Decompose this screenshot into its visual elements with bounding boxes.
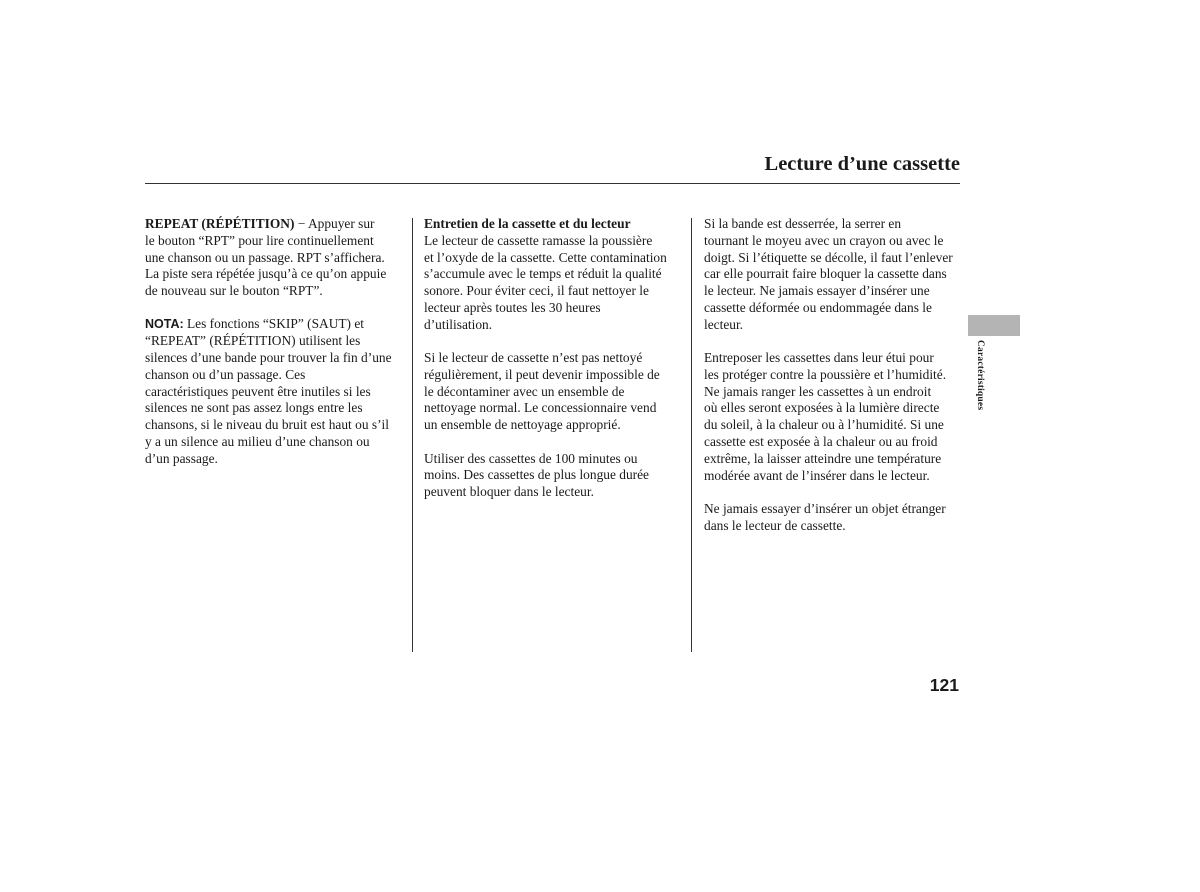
text-line: moins. Des cassettes de plus longue durée: [424, 467, 649, 483]
section-tab: [968, 315, 1020, 336]
text-line: chanson ou d’un passage. Ces: [145, 366, 306, 382]
text-line: Entreposer les cassettes dans leur étui pour: [704, 350, 934, 366]
text-line: une chanson ou un passage. RPT s’affichera.: [145, 249, 385, 265]
text-line: Utiliser des cassettes de 100 minutes ou: [424, 450, 638, 466]
text-line: où elles seront exposées à la lumière directe: [704, 400, 940, 416]
text-line: régulièrement, il peut devenir impossible de: [424, 366, 660, 382]
nota-first-line: [145, 316, 405, 333]
text-line: Appuyer sur: [307, 216, 375, 231]
text-line: un ensemble de nettoyage approprié.: [424, 417, 621, 433]
text-line: “REPEAT” (RÉPÉTITION) utilisent les: [145, 333, 361, 349]
text-line: Si la bande est desserrée, la serrer en: [704, 216, 902, 231]
text-line: Si le lecteur de cassette n’est pas nettoyé: [424, 350, 643, 366]
text-line: et l’oxyde de la cassette. Cette contamination: [424, 249, 667, 265]
repeat-paragraph: [145, 216, 405, 300]
page-title: Lecture d’une cassette: [764, 153, 960, 175]
header-rule: [145, 183, 960, 184]
text-line: le lecteur. Ne jamais essayer d’insérer une: [704, 283, 930, 299]
text-line: y a un silence au milieu d’une chanson ou: [145, 434, 370, 450]
text-line: La piste sera répétée jusqu’à ce qu’on appuie: [145, 266, 387, 282]
storage-paragraph: [704, 350, 966, 484]
nota-label: NOTA:: [145, 317, 184, 332]
foreign-object-paragraph: [704, 501, 966, 535]
column-3: [704, 216, 966, 551]
text-line: Ne jamais essayer d’insérer un objet étranger: [704, 500, 946, 516]
text-line: extrême, la laisser atteindre une température: [704, 450, 942, 466]
nota-paragraph: [145, 316, 405, 467]
text-line: du soleil, à la chaleur ou à l’humidité. Si une: [704, 417, 944, 433]
text-line: lecteur après toutes les 30 heures: [424, 299, 601, 315]
column-divider: [691, 218, 692, 652]
text-line: de nouveau sur le bouton “RPT”.: [145, 283, 323, 299]
text-line: lecteur.: [704, 316, 744, 332]
text-line: modérée avant de l’insérer dans le lecteur.: [704, 467, 930, 483]
text-line: les protéger contre la poussière et l’humidité.: [704, 366, 947, 382]
text-line: sonore. Pour éviter ceci, il faut nettoyer le: [424, 283, 649, 299]
section-tab-label: Caractéristiques: [975, 340, 985, 411]
text-line: dans le lecteur de cassette.: [704, 517, 846, 533]
column-1: [145, 216, 405, 484]
text-line: car elle pourrait faire bloquer la cassette dans: [704, 266, 947, 282]
text-line: tournant le moyeu avec un crayon ou avec le: [704, 232, 944, 248]
column-2: [424, 216, 686, 517]
text-line: silences d’une bande pour trouver la fin d’une: [145, 350, 392, 366]
cleaning-paragraph: [424, 350, 686, 434]
maintenance-heading: Entretien de la cassette et du lecteur: [424, 216, 631, 231]
text-line: Le lecteur de cassette ramasse la poussière: [424, 232, 653, 248]
repeat-heading: REPEAT (RÉPÉTITION): [145, 216, 295, 231]
page-number: 121: [929, 675, 959, 695]
text-line: d’utilisation.: [424, 316, 493, 332]
text-line: caractéristiques peuvent être inutiles si les: [145, 383, 371, 399]
repeat-dash: −: [294, 216, 308, 231]
text-line: le décontaminer avec un ensemble de: [424, 383, 625, 399]
cassette-length-paragraph: [424, 451, 686, 501]
text-line: peuvent bloquer dans le lecteur.: [424, 484, 594, 500]
text-line: nettoyage normal. Le concessionnaire vend: [424, 400, 657, 416]
text-line: chansons, si le niveau du bruit est haut ou s’il: [145, 417, 389, 433]
loose-tape-paragraph: [704, 216, 966, 334]
text-line: d’un passage.: [145, 450, 218, 466]
maintenance-paragraph: [424, 216, 686, 334]
text-line: cassette est exposée à la chaleur ou au froid: [704, 434, 938, 450]
text-line: s’accumule avec le temps et réduit la qualité: [424, 266, 662, 282]
repeat-first-line: [145, 216, 405, 233]
text-line: Les fonctions “SKIP” (SAUT) et: [183, 316, 365, 332]
text-line: Ne jamais ranger les cassettes à un endroit: [704, 383, 932, 399]
text-line: le bouton “RPT” pour lire continuellement: [145, 232, 374, 248]
text-line: cassette déformée ou endommagée dans le: [704, 299, 932, 315]
text-line: silences ne sont pas assez longs entre les: [145, 400, 363, 416]
text-line: doigt. Si l’étiquette se décolle, il faut l’enlever: [704, 249, 953, 265]
column-divider: [412, 218, 413, 652]
